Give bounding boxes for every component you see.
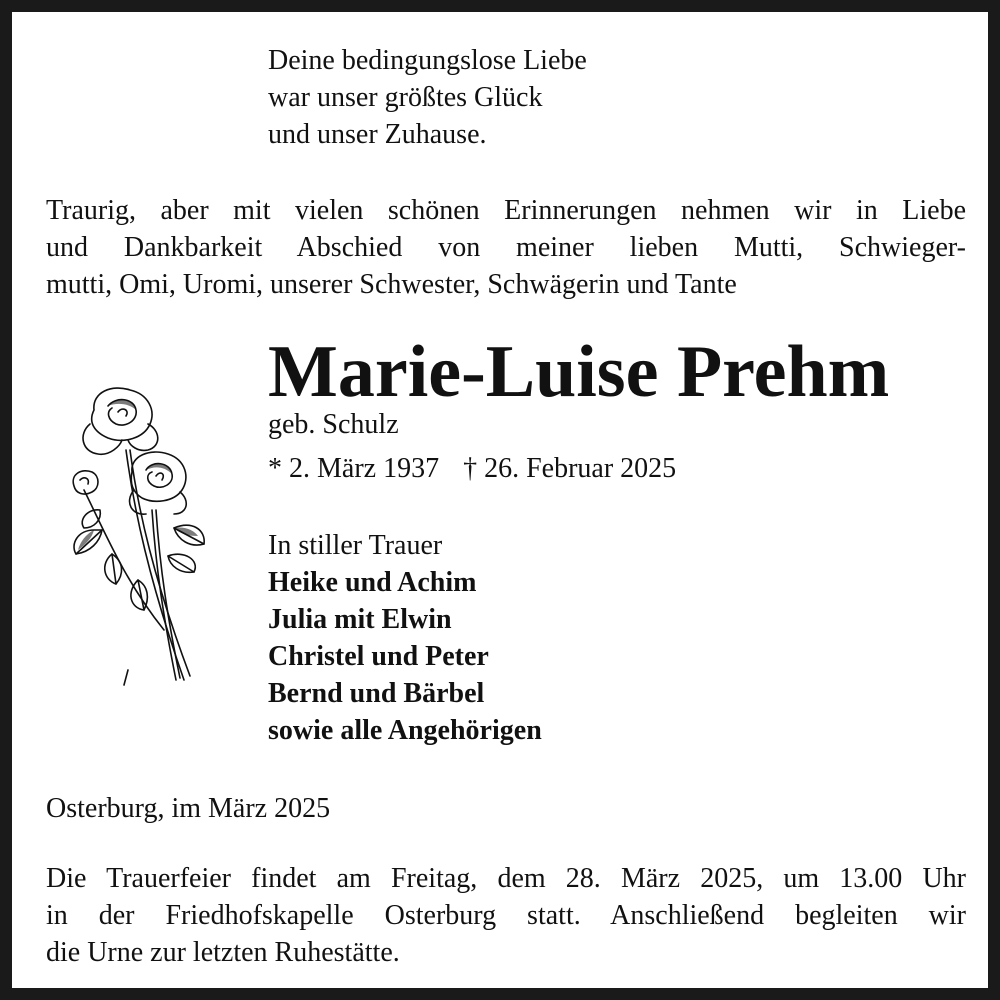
intro-paragraph bbox=[46, 192, 966, 303]
intro-line: und Dankbarkeit Abschied von meiner lieben Mutti, Schwieger- bbox=[46, 232, 966, 263]
funeral-line: in der Friedhofskapelle Osterburg statt. Anschließend begleiten wir bbox=[46, 900, 966, 931]
birth-name: geb. Schulz bbox=[268, 409, 399, 440]
motto-verse bbox=[268, 42, 587, 153]
birth-date: * 2. März 1937 bbox=[268, 453, 440, 484]
death-date: † 26. Februar 2025 bbox=[463, 453, 677, 484]
funeral-information bbox=[46, 860, 966, 971]
motto-line: Deine bedingungslose Liebe bbox=[268, 45, 587, 76]
mourner-name: Heike und Achim bbox=[268, 567, 477, 598]
intro-line: Traurig, aber mit vielen schönen Erinnerungen nehmen wir in Liebe bbox=[46, 195, 966, 226]
life-dates bbox=[268, 450, 676, 487]
roses-illustration-icon bbox=[64, 380, 214, 690]
mourner-name: Bernd und Bärbel bbox=[268, 678, 485, 709]
deceased-name: Marie-Luise Prehm bbox=[268, 331, 890, 413]
funeral-line: die Urne zur letzten Ruhestätte. bbox=[46, 937, 400, 968]
mourning-heading: In stiller Trauer bbox=[268, 530, 443, 561]
mourner-name: sowie alle Angehörigen bbox=[268, 715, 542, 746]
mourner-name: Christel und Peter bbox=[268, 641, 489, 672]
intro-line: mutti, Omi, Uromi, unserer Schwester, Schwägerin und Tante bbox=[46, 269, 737, 300]
funeral-line: Die Trauerfeier findet am Freitag, dem 28. März 2025, um 13.00 Uhr bbox=[46, 863, 966, 894]
mourners-block bbox=[268, 527, 542, 749]
mourner-name: Julia mit Elwin bbox=[268, 604, 452, 635]
place-and-date: Osterburg, im März 2025 bbox=[46, 793, 331, 824]
motto-line: war unser größtes Glück bbox=[268, 82, 543, 113]
motto-line: und unser Zuhause. bbox=[268, 119, 487, 150]
